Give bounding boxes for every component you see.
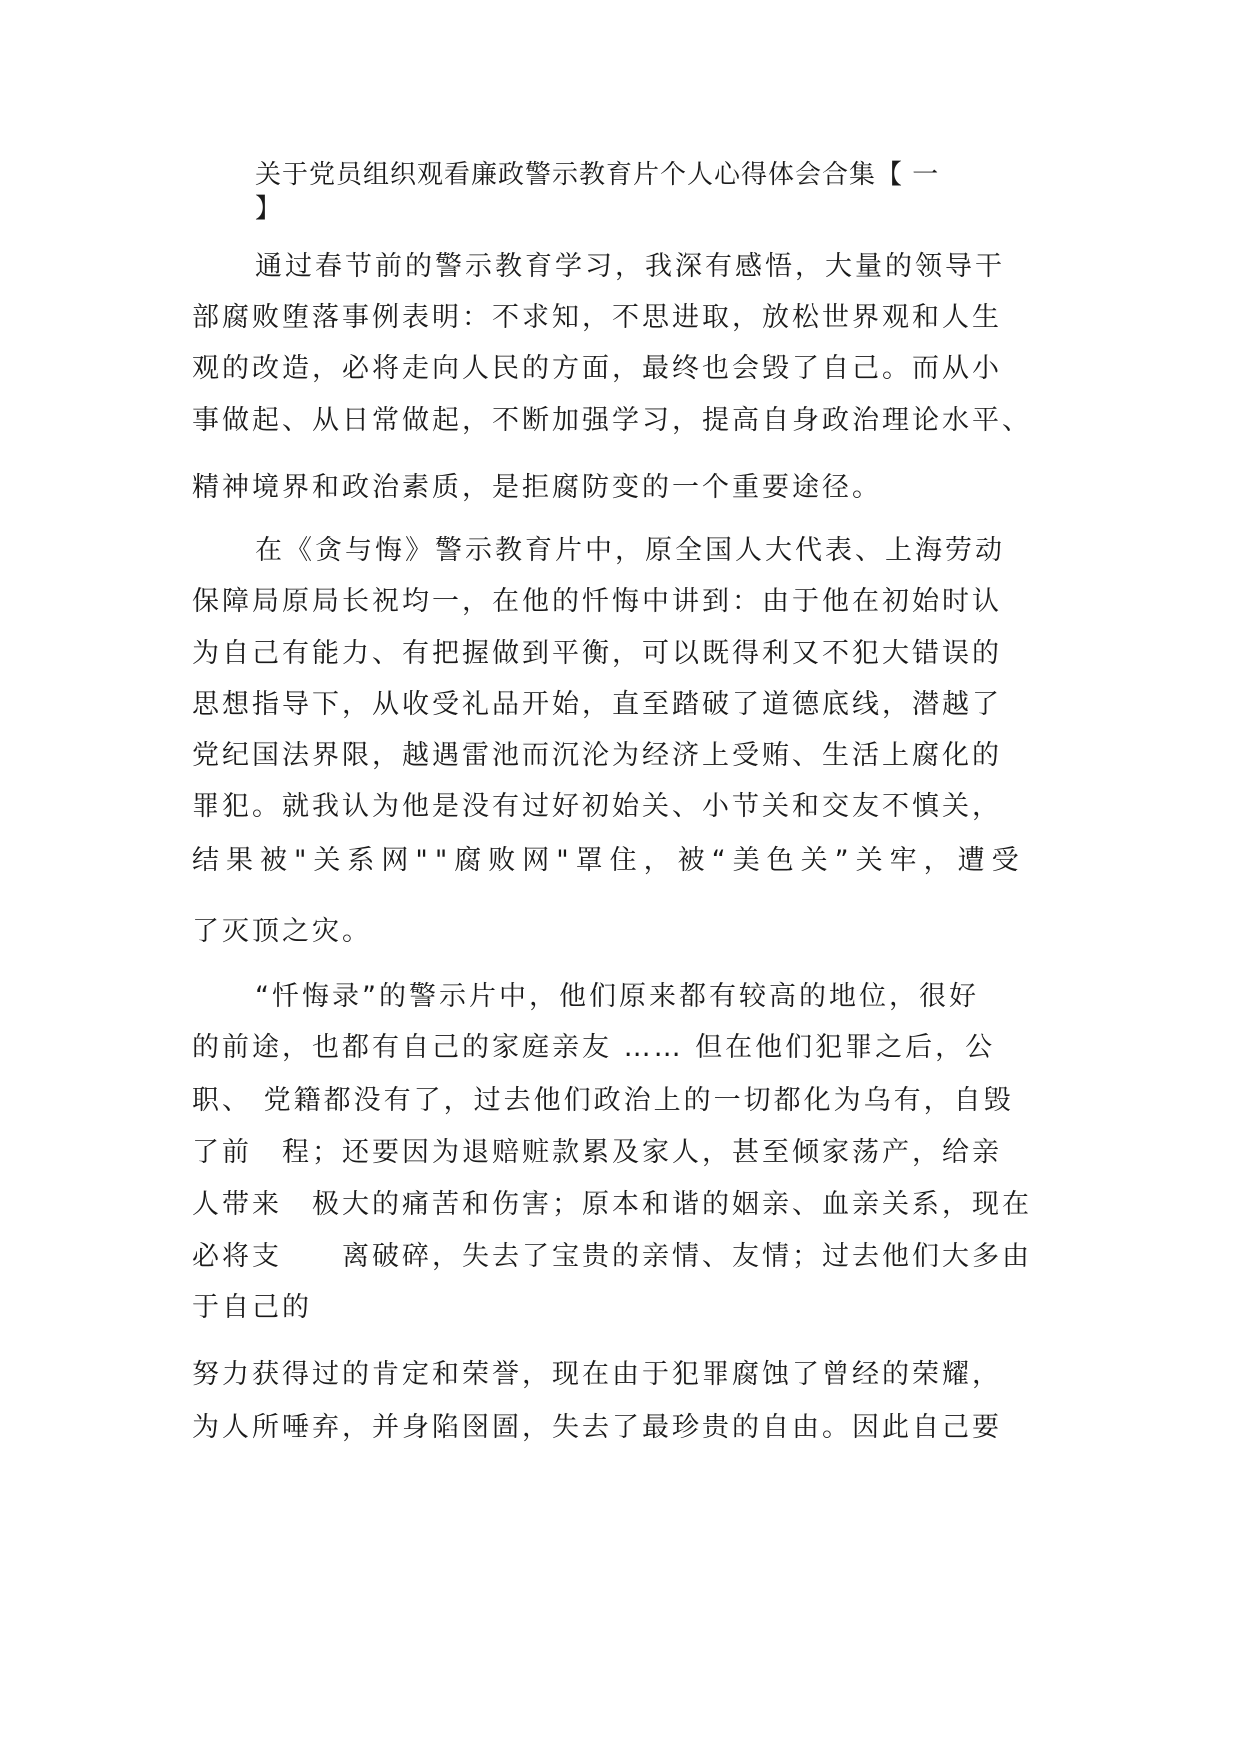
paragraph-1-line-2: 部腐败堕落事例表明：不求知，不思进取，放松世界观和人生 [192, 302, 1002, 333]
document-title-line-1: 关于党员组织观看廉政警示教育片个人心得体会合集【 一 [255, 160, 940, 190]
paragraph-2-line-3: 为自己有能力、有把握做到平衡，可以既得利又不犯大错误的 [192, 638, 1002, 669]
paragraph-3-line-7: 于自己的 [192, 1292, 312, 1323]
paragraph-3-line-2: 的前途，也都有自己的家庭亲友 …… 但在他们犯罪之后，公 [192, 1032, 996, 1063]
paragraph-2-line-1: 在《贪与悔》警示教育片中，原全国人大代表、上海劳动 [255, 535, 1005, 566]
paragraph-3-line-1: “忏悔录”的警示片中，他们原来都有较高的地位，很好 [255, 981, 979, 1012]
paragraph-3-line-5: 人带来 极大的痛苦和伤害；原本和谐的姻亲、血亲关系，现在 [192, 1189, 1032, 1220]
paragraph-2-line-8: 了灭顶之灾。 [192, 916, 372, 947]
paragraph-1-line-4: 事做起、从日常做起，不断加强学习，提高自身政治理论水平、 [192, 405, 1032, 436]
paragraph-2-line-2: 保障局原局长祝均一，在他的忏悔中讲到：由于他在初始时认 [192, 586, 1002, 617]
paragraph-3-line-3: 职、 党籍都没有了，过去他们政治上的一切都化为乌有，自毁 [192, 1085, 1014, 1116]
paragraph-2-line-7: 结果被"关系网""腐败网"罩住，被“美色关”关牢，遭受 [192, 845, 1026, 876]
paragraph-4-line-2: 为人所唾弃，并身陷囹圄，失去了最珍贵的自由。因此自己要 [192, 1412, 1002, 1443]
document-title-line-2: 】 [255, 194, 283, 224]
paragraph-2-line-5: 党纪国法界限，越遇雷池而沉沦为经济上受贿、生活上腐化的 [192, 740, 1002, 771]
paragraph-1-line-3: 观的改造，必将走向人民的方面，最终也会毁了自己。而从小 [192, 353, 1002, 384]
paragraph-3-line-4: 了前 程；还要因为退赔赃款累及家人，甚至倾家荡产，给亲 [192, 1137, 1002, 1168]
paragraph-2-line-4: 思想指导下，从收受礼品开始，直至踏破了道德底线，潜越了 [192, 689, 1002, 720]
paragraph-1-line-5: 精神境界和政治素质，是拒腐防变的一个重要途径。 [192, 472, 882, 503]
paragraph-2-line-6: 罪犯。就我认为他是没有过好初始关、小节关和交友不慎关， [192, 791, 1002, 822]
paragraph-4-line-1: 努力获得过的肯定和荣誉，现在由于犯罪腐蚀了曾经的荣耀， [192, 1359, 1002, 1390]
paragraph-3-line-6: 必将支 离破碎，失去了宝贵的亲情、友情；过去他们大多由 [192, 1241, 1032, 1272]
paragraph-1-line-1: 通过春节前的警示教育学习，我深有感悟，大量的领导干 [255, 251, 1005, 282]
